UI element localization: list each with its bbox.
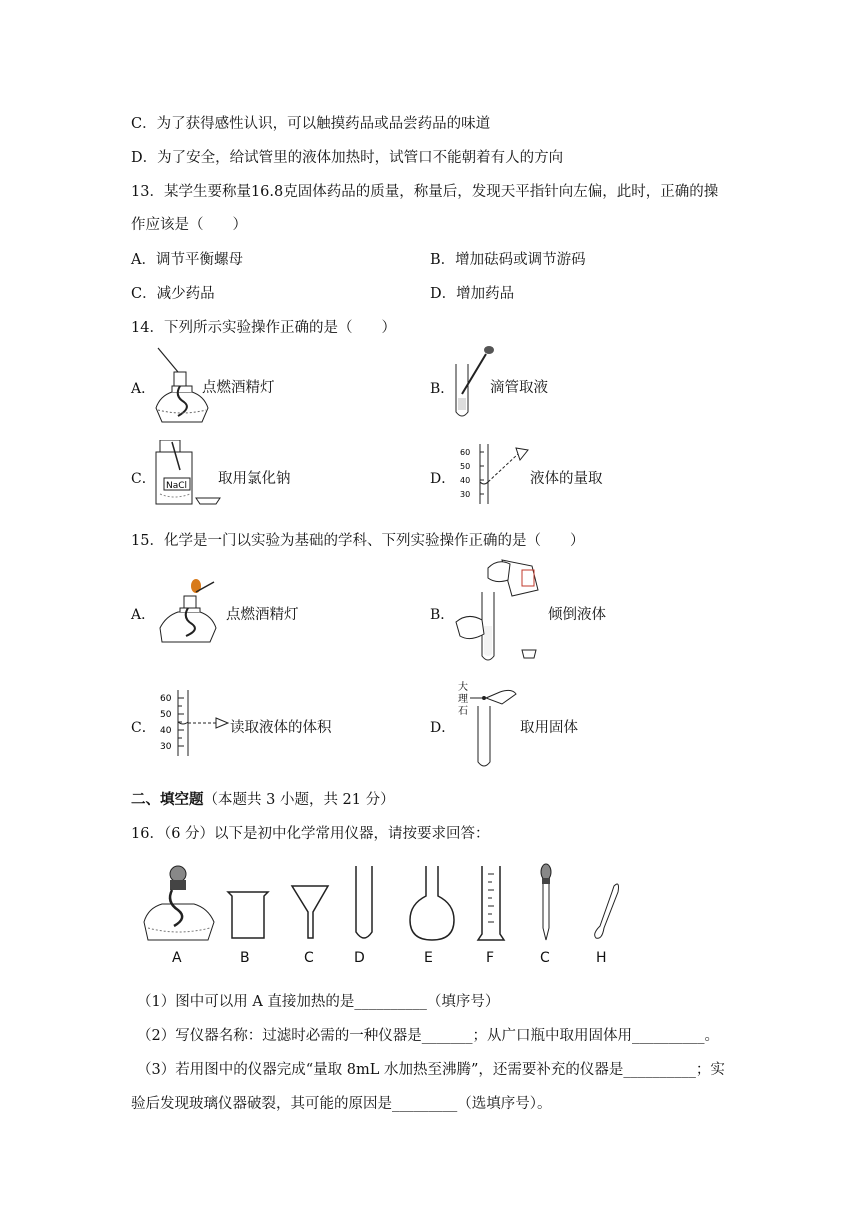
q16-sub2: （2）写仪器名称：过滤时必需的一种仪器是_______；从广口瓶中取用固体用__________。 [137, 1028, 719, 1044]
q15-c-figure [156, 688, 230, 758]
q15-c-letter: C． [131, 720, 156, 736]
q14-b-caption: 滴管取液 [490, 380, 548, 396]
q15-c-caption: 读取液体的体积 [230, 720, 332, 736]
apparatus-row [142, 862, 642, 944]
funnel-icon [292, 886, 328, 938]
apparatus-label: H [596, 950, 607, 966]
q13-option-c: C．减少药品 [131, 286, 215, 302]
q16-sub3-line1: （3）若用图中的仪器完成“量取 8mL 水加热至沸腾”，还需要补充的仪器是__________；实 [137, 1062, 725, 1078]
reagent-bottle-icon [152, 440, 224, 508]
q14-a-caption: 点燃酒精灯 [202, 380, 275, 396]
marble-label-char: 理 [458, 694, 468, 705]
q15-a-caption: 点燃酒精灯 [226, 607, 299, 623]
q14-d-letter: D． [430, 471, 456, 487]
cylinder-tick-label: 50 [160, 710, 172, 720]
marble-label-char: 大 [458, 682, 468, 693]
q14-c-letter: C． [131, 471, 156, 487]
cylinder-tick-label: 60 [160, 694, 172, 704]
cylinder-tick-label: 30 [460, 490, 471, 499]
beaker-icon [228, 892, 268, 938]
q14-b-letter: B． [430, 381, 455, 397]
q15-b-figure [452, 556, 548, 664]
section-title: 二、填空题 [131, 791, 204, 808]
medicine-spoon-icon [595, 884, 619, 938]
q15-d-caption: 取用固体 [520, 720, 578, 736]
apparatus-labels [142, 950, 642, 970]
q15-stem: 15．化学是一门以实验为基础的学科、下列实验操作正确的是（ ） [131, 533, 585, 549]
test-tube-icon [356, 866, 372, 938]
q13-option-a: A．调节平衡螺母 [131, 252, 243, 268]
q13-stem-line1: 13．某学生要称量16.8克固体药品的质量，称量后，发现天平指针向左偏，此时，正确的操 [131, 184, 719, 200]
q15-a-figure [156, 578, 222, 644]
graduated-cylinder-icon [454, 442, 534, 504]
q13-option-b: B．增加砝码或调节游码 [430, 252, 586, 268]
q14-d-figure [454, 442, 534, 504]
q14-a-letter: A． [131, 381, 156, 397]
q14-d-caption: 液体的量取 [530, 471, 603, 487]
marble-test-tube-icon [456, 680, 520, 770]
q13-option-d: D．增加药品 [430, 286, 515, 302]
apparatus-label: C [540, 950, 550, 966]
q14-c-figure [152, 440, 224, 508]
q15-d-letter: D． [430, 720, 456, 736]
apparatus-label: E [424, 950, 433, 966]
alcohol-lamp-match-icon [156, 578, 222, 644]
cylinder-tick-label: 30 [160, 742, 172, 752]
eye-icon [216, 718, 228, 728]
q15-b-caption: 倾倒液体 [548, 607, 606, 623]
apparatus-label: C [304, 950, 314, 966]
q15-b-letter: B． [430, 607, 455, 623]
q15-a-letter: A． [131, 607, 156, 623]
section-heading [131, 788, 395, 809]
q16-sub1: （1）图中可以用 A 直接加热的是__________（填序号） [137, 994, 500, 1010]
section-note: （本题共 3 小题，共 21 分） [203, 792, 395, 808]
apparatus-label: A [172, 950, 182, 966]
dropper-icon [541, 864, 551, 940]
apparatus-label: F [486, 950, 495, 966]
q14-stem: 14．下列所示实验操作正确的是（ ） [131, 320, 396, 336]
q12-option-d: D．为了安全，给试管里的液体加热时，试管口不能朝着有人的方向 [131, 150, 564, 166]
q16-sub3-line2: 验后发现玻璃仪器破裂，其可能的原因是_________（选填序号）。 [131, 1096, 552, 1112]
cylinder-tick-label: 40 [460, 476, 471, 485]
nacl-label: NaCl [166, 481, 188, 491]
cylinder-reading-icon [156, 688, 230, 758]
graduated-cylinder-icon [478, 866, 504, 940]
q16-stem: 16．（6 分）以下是初中化学常用仪器，请按要求回答： [131, 826, 490, 842]
pouring-liquid-icon [452, 556, 548, 664]
alcohol-lamp-icon [144, 866, 214, 940]
apparatus-label: D [354, 950, 365, 966]
q15-d-figure [456, 680, 520, 770]
cylinder-tick-label: 50 [460, 462, 471, 471]
marble-label-char: 石 [458, 706, 468, 717]
q13-stem-line2: 作应该是（ ） [131, 217, 247, 233]
q12-option-c: C．为了获得感性认识，可以触摸药品或品尝药品的味道 [131, 116, 491, 132]
flask-icon [410, 866, 454, 940]
q14-c-caption: 取用氯化钠 [218, 471, 291, 487]
apparatus-label: B [240, 950, 250, 966]
cylinder-tick-label: 60 [460, 448, 471, 457]
cylinder-tick-label: 40 [160, 726, 172, 736]
